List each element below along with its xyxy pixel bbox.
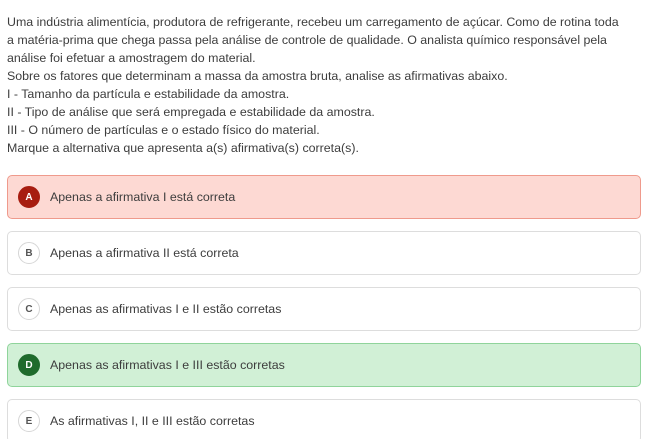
option-c[interactable]: [7, 287, 641, 331]
option-letter: B: [18, 242, 40, 264]
option-a[interactable]: [7, 175, 641, 219]
question-line: análise foi efetuar a amostragem do material.: [7, 51, 256, 65]
question-instruction: Marque a alternativa que apresenta a(s) afirmativa(s) correta(s).: [7, 141, 359, 155]
option-text: Apenas a afirmativa II está correta: [50, 246, 239, 260]
option-e[interactable]: [7, 399, 641, 439]
option-text: As afirmativas I, II e III estão corretas: [50, 414, 255, 428]
question-line: Uma indústria alimentícia, produtora de refrigerante, recebeu um carregamento de açúcar. Como de rotina toda: [7, 15, 619, 29]
question-line: Sobre os fatores que determinam a massa da amostra bruta, analise as afirmativas abaixo.: [7, 69, 508, 83]
option-text: Apenas as afirmativas I e II estão corretas: [50, 302, 282, 316]
option-letter: C: [18, 298, 40, 320]
statement-i: I - Tamanho da partícula e estabilidade da amostra.: [7, 87, 290, 101]
option-text: Apenas a afirmativa I está correta: [50, 190, 236, 204]
option-text: Apenas as afirmativas I e III estão corretas: [50, 358, 285, 372]
question-statement: [7, 13, 647, 157]
statement-ii: II - Tipo de análise que será empregada e estabilidade da amostra.: [7, 105, 375, 119]
option-letter: D: [18, 354, 40, 376]
option-letter: E: [18, 410, 40, 432]
question-line: a matéria-prima que chega passa pela análise de controle de qualidade. O analista químico responsável pela: [7, 33, 607, 47]
statement-iii: III - O número de partículas e o estado físico do material.: [7, 123, 320, 137]
option-d[interactable]: [7, 343, 641, 387]
option-b[interactable]: [7, 231, 641, 275]
option-letter: A: [18, 186, 40, 208]
